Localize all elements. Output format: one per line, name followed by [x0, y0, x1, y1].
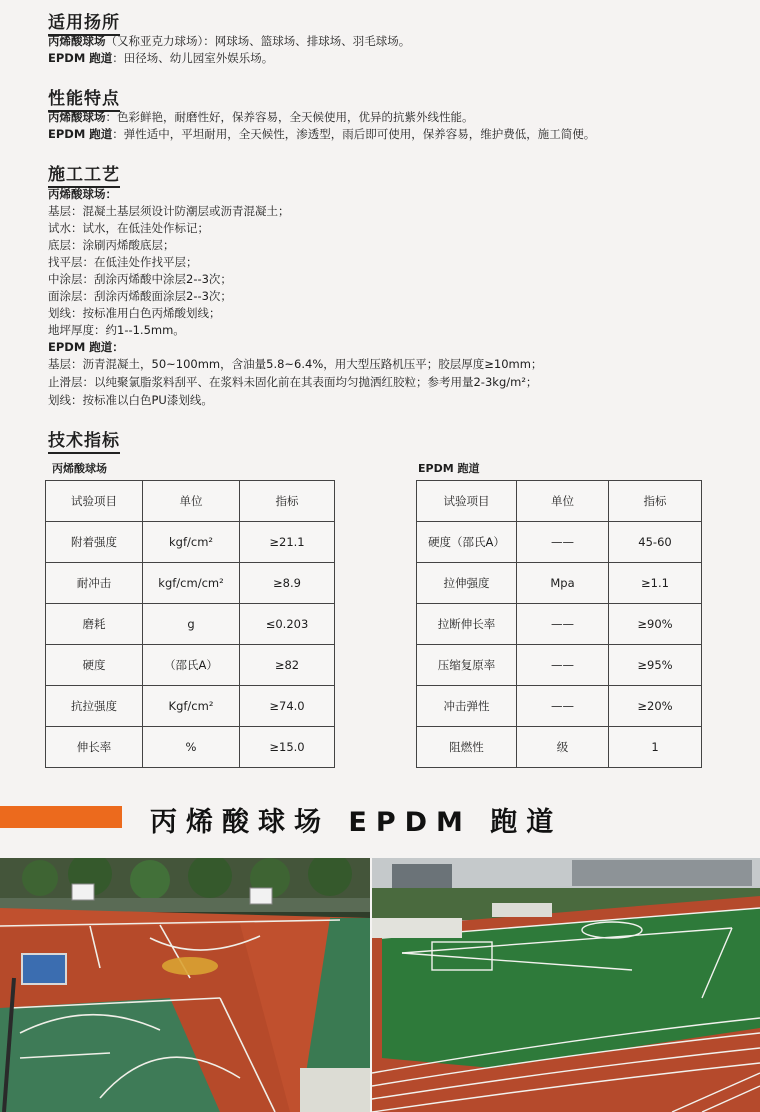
cell: 拉伸强度	[417, 563, 517, 604]
process-acrylic-line: 试水：试水，在低洼处作标记；	[48, 221, 209, 235]
cell: ——	[517, 686, 609, 727]
process-epdm-line: 基层：沥青混凝土，50~100mm，含油量5.8~6.4%，用大型压路机压平；胶层厚度≥10mm；	[48, 357, 543, 371]
column-header: 单位	[517, 481, 609, 522]
cell: Kgf/cm²	[143, 686, 240, 727]
cell: 附着强度	[46, 522, 143, 563]
process-epdm-line: 划线：按标准以白色PU漆划线。	[48, 393, 213, 407]
usage-acrylic-label: 丙烯酸球场	[48, 34, 106, 48]
table-row	[46, 563, 335, 604]
features-acrylic-label: 丙烯酸球场	[48, 110, 106, 124]
cell: ——	[517, 645, 609, 686]
column-header: 指标	[240, 481, 335, 522]
usage-acrylic-text: （又称亚克力球场）：网球场、篮球场、排球场、羽毛球场。	[105, 34, 411, 48]
cell: ≥95%	[609, 645, 702, 686]
cell: ≤0.203	[240, 604, 335, 645]
cell: ≥15.0	[240, 727, 335, 768]
process-acrylic-line: 底层：涂刷丙烯酸底层；	[48, 238, 175, 252]
table-row	[46, 645, 335, 686]
cell: 耐冲击	[46, 563, 143, 604]
banner-title: 丙烯酸球场 EPDM 跑道	[150, 807, 563, 838]
cell: 阻燃性	[417, 727, 517, 768]
column-header: 单位	[143, 481, 240, 522]
cell: ——	[517, 522, 609, 563]
cell: ≥74.0	[240, 686, 335, 727]
cell: ≥90%	[609, 604, 702, 645]
process-acrylic-line: 面涂层：刮涂丙烯酸面涂层2--3次；	[48, 289, 232, 303]
features-line-acrylic	[48, 109, 474, 125]
usage-epdm-text: ：田径场、幼儿园室外娱乐场。	[112, 51, 274, 65]
table-header-row	[46, 481, 335, 522]
epdm-spec-table	[416, 480, 702, 768]
table-row	[46, 604, 335, 645]
cell: 抗拉强度	[46, 686, 143, 727]
usage-line-acrylic	[48, 33, 410, 49]
features-line-epdm	[48, 126, 595, 142]
epdm-table-caption: EPDM 跑道	[418, 462, 480, 475]
epdm-track-photo	[372, 858, 760, 1112]
table-row	[417, 727, 702, 768]
cell: ≥1.1	[609, 563, 702, 604]
cell: （邵氏A）	[143, 645, 240, 686]
process-acrylic-line: 中涂层：刮涂丙烯酸中涂层2--3次；	[48, 272, 232, 286]
banner	[0, 798, 760, 838]
section-title-usage: 适用扬所	[48, 8, 120, 36]
acrylic-table-caption: 丙烯酸球场	[52, 462, 107, 475]
cell: ——	[517, 604, 609, 645]
features-epdm-text: ：弹性适中，平坦耐用，全天候性，渗透型，雨后即可使用，保养容易，维护费低，施工简便。	[112, 127, 596, 141]
table-header-row	[417, 481, 702, 522]
banner-accent-bar	[0, 806, 122, 828]
cell: ≥8.9	[240, 563, 335, 604]
column-header: 试验项目	[46, 481, 143, 522]
acrylic-court-photo	[0, 858, 370, 1112]
process-acrylic-heading: 丙烯酸球场：	[48, 187, 117, 201]
table-row	[417, 686, 702, 727]
cell: 磨耗	[46, 604, 143, 645]
cell: %	[143, 727, 240, 768]
cell: kgf/cm/cm²	[143, 563, 240, 604]
cell: 冲击弹性	[417, 686, 517, 727]
process-acrylic-line: 找平层：在低洼处作找平层；	[48, 255, 198, 269]
cell: 拉断伸长率	[417, 604, 517, 645]
features-acrylic-text: ：色彩鲜艳，耐磨性好，保养容易，全天候使用，优异的抗紫外线性能。	[105, 110, 474, 124]
cell: 压缩复原率	[417, 645, 517, 686]
section-title-features: 性能特点	[48, 84, 120, 112]
process-acrylic-line: 基层：混凝土基层须设计防潮层或沥青混凝土；	[48, 204, 290, 218]
cell: g	[143, 604, 240, 645]
cell: 硬度（邵氏A）	[417, 522, 517, 563]
cell: ≥82	[240, 645, 335, 686]
cell: 硬度	[46, 645, 143, 686]
cell: 级	[517, 727, 609, 768]
process-epdm-line: 止滑层：以纯聚氯脂浆料刮平、在浆料未固化前在其表面均匀抛洒红胶粒；参考用量2-3kg/m²；	[48, 375, 538, 389]
column-header: 指标	[609, 481, 702, 522]
cell: 1	[609, 727, 702, 768]
cell: Mpa	[517, 563, 609, 604]
usage-line-epdm	[48, 50, 273, 66]
column-header: 试验项目	[417, 481, 517, 522]
cell: 伸长率	[46, 727, 143, 768]
cell: ≥21.1	[240, 522, 335, 563]
table-row	[417, 645, 702, 686]
usage-epdm-label: EPDM 跑道	[48, 51, 113, 65]
cell: ≥20%	[609, 686, 702, 727]
process-acrylic-line: 划线：按标准用白色丙烯酸划线；	[48, 306, 221, 320]
cell: kgf/cm²	[143, 522, 240, 563]
section-title-process: 施工工艺	[48, 160, 120, 188]
table-row	[417, 563, 702, 604]
table-row	[46, 686, 335, 727]
section-title-specs: 技术指标	[48, 426, 120, 454]
table-row	[46, 522, 335, 563]
cell: 45-60	[609, 522, 702, 563]
acrylic-spec-table	[45, 480, 335, 768]
process-acrylic-line: 地坪厚度：约1--1.5mm。	[48, 323, 185, 337]
table-row	[46, 727, 335, 768]
process-epdm-heading: EPDM 跑道：	[48, 340, 124, 354]
table-row	[417, 604, 702, 645]
table-row	[417, 522, 702, 563]
features-epdm-label: EPDM 跑道	[48, 127, 113, 141]
